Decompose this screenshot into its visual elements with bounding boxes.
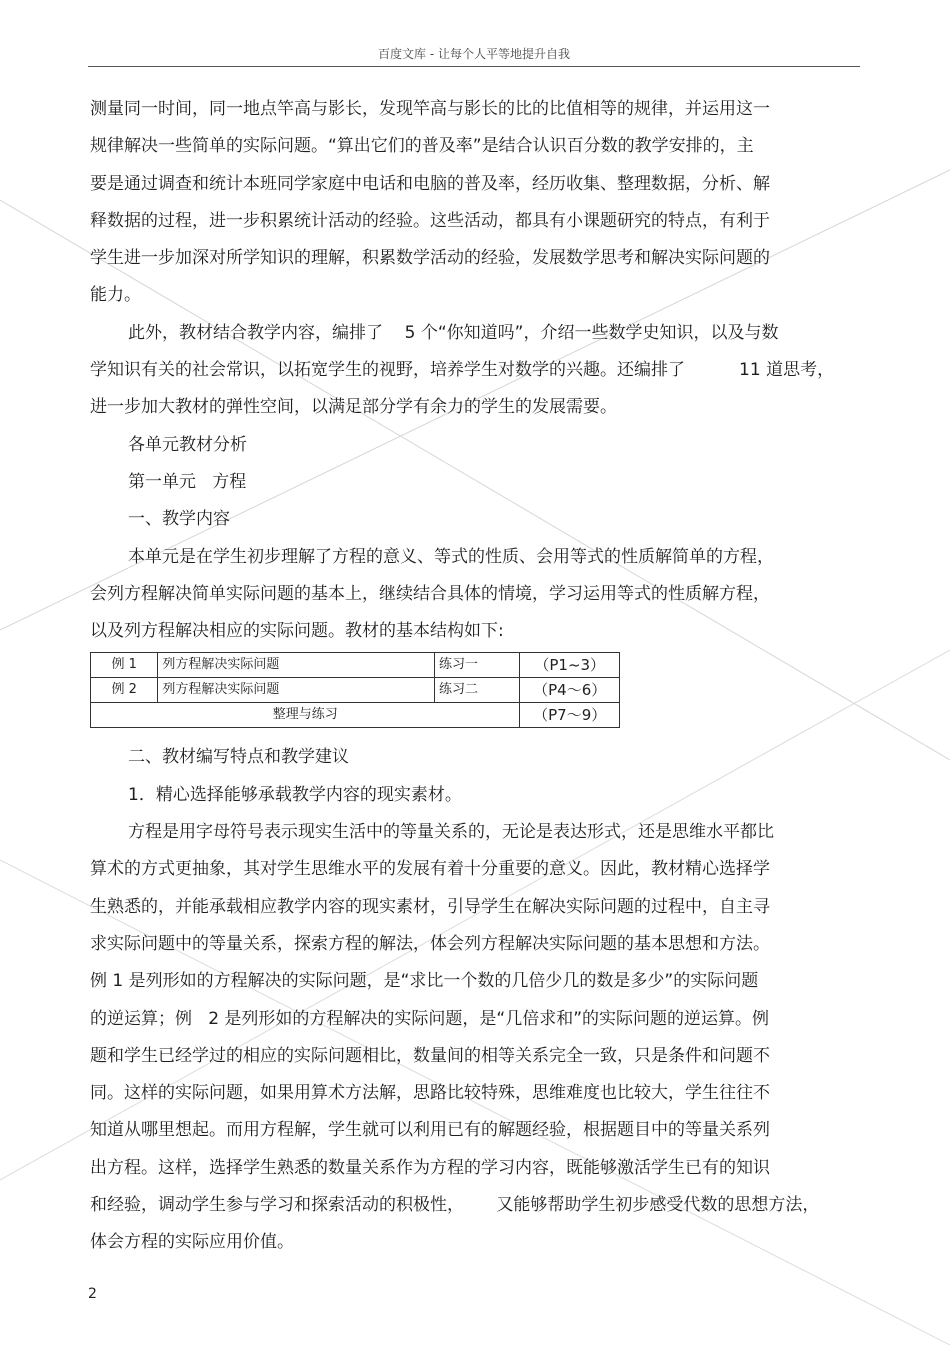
table-row bbox=[91, 703, 620, 728]
topic-cell: 列方程解决实际问题 bbox=[158, 653, 435, 678]
paragraph-line: 和经验，调动学生参与学习和探索活动的积极性， 又能够帮助学生初步感受代数的思想方法， bbox=[90, 1195, 820, 1216]
table-row bbox=[91, 653, 620, 678]
paragraph-line: 学知识有关的社会常识，以拓宽学生的视野，培养学生对数学的兴趣。还编排了 11 道思考， bbox=[90, 360, 835, 381]
paragraph-line: 知道从哪里想起。而用方程解，学生就可以利用已有的解题经验，根据题目中的等量关系列 bbox=[90, 1120, 770, 1141]
subsection-heading: 一、教学内容 bbox=[128, 509, 230, 530]
paragraph-line: 出方程。这样，选择学生熟悉的数量关系作为方程的学习内容，既能够激活学生已有的知识 bbox=[90, 1157, 770, 1178]
example-cell: 例 2 bbox=[91, 678, 158, 703]
subsection-heading: 二、教材编写特点和教学建议 bbox=[128, 747, 349, 768]
paragraph-line: 体会方程的实际应用价值。 bbox=[90, 1232, 294, 1253]
header-title: 百度文库 - 让每个人平等地提升自我 bbox=[378, 47, 570, 61]
paragraph-line: 此外，教材结合教学内容，编排了 5 个“你知道吗”，介绍一些数学史知识，以及与数 bbox=[128, 322, 779, 343]
paragraph-line: 规律解决一些简单的实际问题。“算出它们的普及率”是结合认识百分数的教学安排的，主 bbox=[90, 136, 754, 157]
unit-heading: 第一单元 方程 bbox=[128, 471, 247, 492]
pages-cell: （P4～6） bbox=[520, 678, 620, 703]
pages-cell: （P7～9） bbox=[520, 703, 620, 728]
exercise-cell: 练习二 bbox=[434, 678, 519, 703]
paragraph-line: 释数据的过程，进一步积累统计活动的经验。这些活动，都具有小课题研究的特点，有利于 bbox=[90, 210, 770, 231]
paragraph-line: 算术的方式更抽象，其对学生思维水平的发展有着十分重要的意义。因此，教材精心选择学 bbox=[90, 859, 770, 880]
paragraph-line: 本单元是在学生初步理解了方程的意义、等式的性质、会用等式的性质解简单的方程， bbox=[128, 546, 774, 567]
paragraph-line: 以及列方程解决相应的实际问题。教材的基本结构如下: bbox=[90, 621, 504, 642]
paragraph-line: 要是通过调查和统计本班同学家庭中电话和电脑的普及率，经历收集、整理数据，分析、解 bbox=[90, 173, 770, 194]
paragraph-line: 学生进一步加深对所学知识的理解，积累数学活动的经验，发展数学思考和解决实际问题的 bbox=[90, 248, 770, 269]
point-heading: 1．精心选择能够承载教学内容的现实素材。 bbox=[128, 784, 462, 805]
topic-cell: 列方程解决实际问题 bbox=[158, 678, 435, 703]
summary-cell: 整理与练习 bbox=[91, 703, 520, 728]
page-number: 2 bbox=[88, 1286, 97, 1302]
paragraph-line: 同。这样的实际问题，如果用算术方法解，思路比较特殊，思维难度也比较大，学生往往不 bbox=[90, 1083, 770, 1104]
structure-table-wrapper bbox=[90, 652, 860, 735]
pages-cell: （P1~3） bbox=[520, 653, 620, 678]
structure-table bbox=[90, 652, 620, 728]
table-row bbox=[91, 678, 620, 703]
document-body bbox=[90, 91, 860, 1262]
paragraph-line: 会列方程解决简单实际问题的基本上，继续结合具体的情境，学习运用等式的性质解方程， bbox=[90, 583, 770, 604]
paragraph-line: 求实际问题中的等量关系，探索方程的解法，体会列方程解决实际问题的基本思想和方法。 bbox=[90, 933, 770, 954]
paragraph-line: 例 1 是列形如的方程解决的实际问题，是“求比一个数的几倍少几的数是多少”的实际问题 bbox=[90, 971, 759, 992]
paragraph-line: 测量同一时间，同一地点竿高与影长，发现竿高与影长的比的比值相等的规律，并运用这一 bbox=[90, 99, 770, 119]
example-cell: 例 1 bbox=[91, 653, 158, 678]
page-header bbox=[88, 44, 860, 67]
paragraph-line: 能力。 bbox=[90, 285, 141, 306]
paragraph-line: 题和学生已经学过的相应的实际问题相比，数量间的相等关系完全一致，只是条件和问题不 bbox=[90, 1045, 770, 1066]
paragraph-line: 生熟悉的，并能承载相应教学内容的现实素材，引导学生在解决实际问题的过程中，自主寻 bbox=[90, 896, 770, 917]
section-heading: 各单元教材分析 bbox=[128, 434, 247, 455]
exercise-cell: 练习一 bbox=[434, 653, 519, 678]
paragraph-line: 方程是用字母符号表示现实生活中的等量关系的，无论是表达形式，还是思维水平都比 bbox=[128, 822, 774, 843]
paragraph-line: 的逆运算；例 2 是列形如的方程解决的实际问题，是“几倍求和”的实际问题的逆运算。例 bbox=[90, 1008, 770, 1029]
paragraph-line: 进一步加大教材的弹性空间，以满足部分学有余力的学生的发展需要。 bbox=[90, 397, 617, 418]
